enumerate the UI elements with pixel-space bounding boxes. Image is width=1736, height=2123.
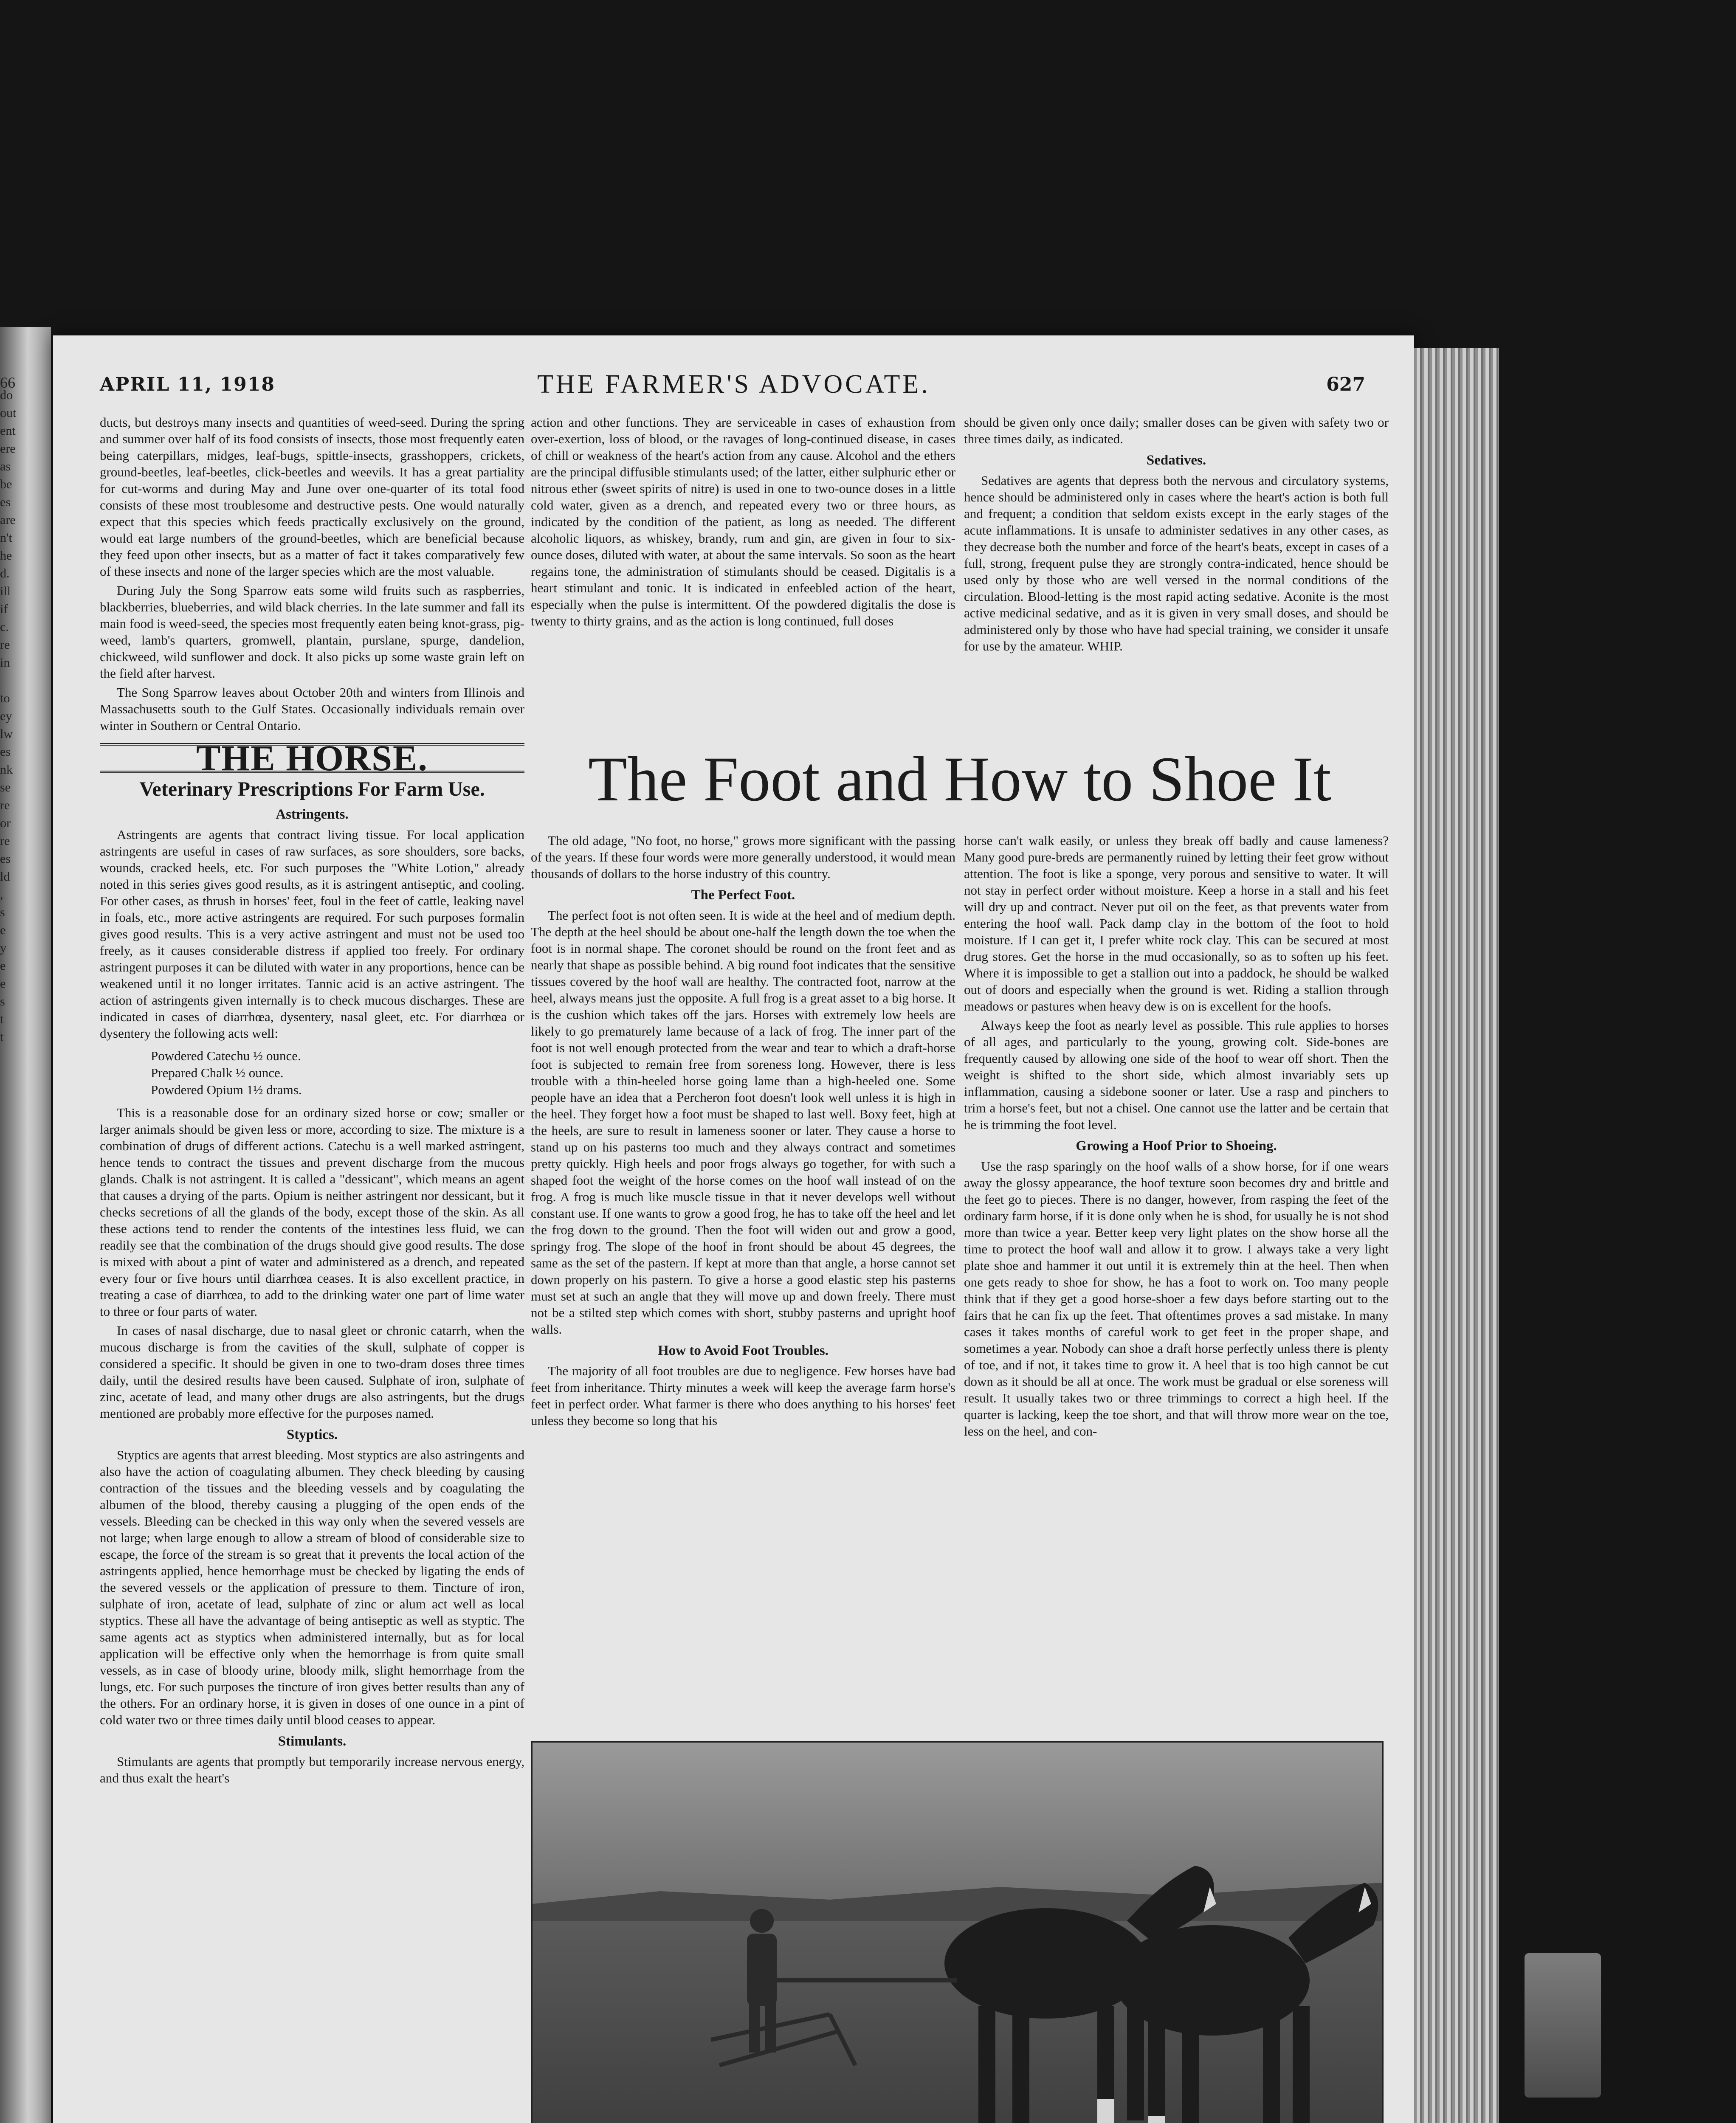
paragraph: Stimulants are agents that promptly but temporarily increase nervous energy, and thus exalt the heart's <box>100 1754 524 1785</box>
paragraph: In cases of nasal discharge, due to nasal gleet or chronic catarrh, when the mucous discharge is from the cavities of the skull, sulphate of copper is considered a specific. It should be given in one to two-dram doses three times daily, until the desired results have been caused. Sulphate of iron, sulphate of zinc, acetate of lead, and many other drugs are also astringents, but the drugs mentioned are probably more effective for the purposes named. <box>100 1323 524 1421</box>
publication-title: THE FARMER'S ADVOCATE. <box>537 370 930 399</box>
column-3-top <box>964 414 1389 657</box>
book-page-edges <box>1414 348 1499 2123</box>
page-number: 627 <box>1326 374 1365 395</box>
previous-page-number: 66 <box>0 374 15 391</box>
paragraph: ducts, but destroys many insects and quantities of weed-seed. During the spring and summer over half of its food consists of insects, those most frequently eaten being caterpillars, midges, leaf-bugs, spittle-insects, grasshoppers, crickets, ground-beetles, leaf-beetles, click-beetles and weevils. It has a great partiality for cut-worms and during May and June over one-quarter of its total food consists of these most troublesome and destructive pests. One would naturally expect that this species which feeds practically exclusively on the ground, would eat large numbers of the ground-beetles, which are beneficial because they feed upon other insects, but as a matter of fact it takes comparatively few of these insects and none of the larger species which are the most valuable. <box>100 415 524 579</box>
paragraph: horse can't walk easily, or unless they break off badly and cause lameness? Many good pure-breds are permanently ruined by letting their feet grow without attention. The foot is like a sponge, very porous and sensitive to water. It will not stay in perfect order without moisture. Keep a horse in a stall and his feet will dry up and contract. Never put oil on the feet, as that prevents water from entering the hoof wall. Pack damp clay in the bottom of the foot to hold moisture. If I can get it, I prefer white rock clay. This can be secured at most drug stores. Get the horse in the mud occasionally, so as to soften up his feet. Where it is impossible to get a stallion out into a paddock, he should be walked out of doors and especially when the ground is wet. Riding a stallion through meadows or pastures when heavy dew is on is excellent for the hoofs. <box>964 833 1389 1014</box>
issue-date: APRIL 11, 1918 <box>100 374 275 395</box>
paragraph: This is a reasonable dose for an ordinary sized horse or cow; smaller or larger animals should be given less or more, according to size. The mixture is a combination of drugs of different actions. Catechu is a well marked astringent, hence tends to contract the tissues and prevent discharge from the mucous glands. Chalk is not astringent. It is called a "dessicant", which means an agent that causes a drying of the parts. Opium is neither astringent nor dessicant, but it checks secretions of all the glands of the body, except those of the skin. As all these actions tend to render the contents of the intestines less fluid, we can readily see that the combination of the drugs should give good results. The dose is mixed with about a pint of water and administered as a drench, and repeated every four or five hours until diarrhœa ceases. It is also excellent practice, in treating a case of diarrhœa, to add to the drinking water one part of lime water to three or four parts of water. <box>100 1105 524 1319</box>
paragraph: Sedatives are agents that depress both the nervous and circulatory systems, hence should be administered only in cases where the heart's action is both full and frequent; a condition that seldom exists except in the early stages of the acute inflammations. It is unsafe to administer sedatives in any other cases, as they decrease both the number and force of the heart's beats, except in cases of a full, strong, frequent pulse they are strongly contra-indicated, hence should be used only by those who are well versed in the normal conditions of the circulation. Blood-letting is the most rapid acting sedative. Aconite is the most active medicinal sedative, and as it is given in very small doses, and should be administered only by those who have had special training, we consider it unsafe for use by the amateur. WHIP. <box>964 473 1389 653</box>
subheading: Stimulants. <box>278 1734 347 1749</box>
paragraph: should be given only once daily; smaller doses can be given with safety two or three times daily, as indicated. <box>964 415 1389 446</box>
binder-clip <box>1525 1953 1601 2098</box>
section-title: THE HORSE. <box>100 743 524 773</box>
paragraph: Astringents are agents that contract living tissue. For local application astringents are useful in cases of raw surfaces, as sore shoulders, sore backs, wounds, cracked heels, etc. For such purposes the "White Lotion," already noted in this series gives good results, as it is astringent antiseptic, and cooling. For other cases, as thrush in horses' feet, foul in the feet of cattle, leaking navel in foals, etc., more active astringents are required. For such purposes formalin gives good results. This is a very active astringent and must not be used too freely, as it causes considerable distress if applied too freely. For ordinary astringent purposes it can be diluted with water in any proportions, hence can be weakened until it no longer irritates. Tannic acid is an active astringent. The action of astringents given internally is to check mucous discharges. These are indicated in cases of diarrhœa, dysentery, nasal gleet, etc. For diarrhœa or dysentery the following acts well: <box>100 827 524 1041</box>
paragraph: Always keep the foot as nearly level as possible. This rule applies to horses of all ages, and particularly to the young, growing colt. Side-bones are frequently caused by allowing one side of the hoof to wear off short. Then the weight is shifted to the short side, which almost invariably sets up inflammation, causing a sidebone sooner or later. Use a rasp and pinchers to trim a horse's feet, but not a chisel. One cannot use the latter and be certain that he is trimming the foot level. <box>964 1018 1389 1132</box>
page-header <box>100 369 1374 403</box>
plowing-scene-image <box>533 1743 1382 2123</box>
paragraph: Use the rasp sparingly on the hoof walls of a show horse, for if one wears away the glossy appearance, the hoof texture soon becomes dry and brittle and the feet go to pieces. There is no danger, however, from rasping the feet of the ordinary farm horse, if it is done only when he is shod, for usually he is not shod more than twice a year. Better keep very light plates on the show horse all the time to protect the hoof wall and allow it to grow. I always take a very light plate shoe and hammer it out until it is extremely thin at the heel. Then when one gets ready to shoe for show, he has a foot to work on. Too many people think that if they get a good horse-shoer a few days before starting out to the fairs that he can fix up the feet. That oftentimes proves a sad mistake. In many cases it takes months of careful work to get feet in the proper shape, and sometimes a year. Nobody can shoe a draft horse perfectly unless there is plenty of toe, and if not, it takes time to grow it. A heel that is too high cannot be cut down as it should be all at once. The work must be gradual or else soreness will result. It usually takes two or three trimmings to correct a high heel. If the quarter is lacking, keep the toe short, and that will throw more wear on the toe, less on the heel, and con- <box>964 1159 1389 1439</box>
paragraph: The Song Sparrow leaves about October 20th and winters from Illinois and Massachusetts south to the Gulf States. Occasionally individuals remain over winter in Southern or Central Ontario. <box>100 685 524 733</box>
paragraph: Styptics are agents that arrest bleeding. Most styptics are also astringents and also have the action of coagulating albumen. They check bleeding by causing contraction of the tissues and the bleeding vessels and by coagulating the albumen of the blood, thereby causing a plugging of the open ends of the vessels. Bleeding can be checked in this way only when the severed vessels are not large; when large enough to allow a stream of blood of considerable size to escape, the force of the stream is so great that it prevents the local action of the astringents applied, hence hemorrhage must be checked by ligating the ends of the severed vessels or the application of pressure to them. Tincture of iron, sulphate of iron, acetate of lead, sulphate of zinc or alum act well as local styptics. These all have the advantage of being antiseptic as well as styptic. The same agents act as styptics when administered internally, but as for local application will be effective only when the hemorrhage is from quite small vessels, as in case of bloody urine, bloody milk, slight hemorrhage from the lungs, etc. For such purposes the tincture of iron gives better results than any of the others. For an ordinary horse, it is given in doses of one ounce in a pint of cold water two or three times daily until blood ceases to appear. <box>100 1447 524 1727</box>
article-title: Veterinary Prescriptions For Farm Use. <box>139 778 485 800</box>
horse-photograph <box>531 1741 1384 2123</box>
subheading: The Perfect Foot. <box>691 887 795 903</box>
paragraph: During July the Song Sparrow eats some wild fruits such as raspberries, blackberries, blueberries, and wild black cherries. In the late summer and fall its main food is weed-seed, the species most frequently eaten being knot-grass, pig-weed, lamb's quarters, gromwell, plantain, purslane, spurge, dandelion, chickweed, wild sunflower and dock. It also picks up some waste grain left on the field after harvest. <box>100 583 524 681</box>
prescription-list <box>151 1047 524 1098</box>
paragraph: The perfect foot is not often seen. It is wide at the heel and of medium depth. The depth at the heel should be about one-half the length down the toe when the foot is in normal shape. The coronet should be round on the front feet and as nearly that shape as possible behind. A big round foot indicates that the sensitive tissues covered by the hoof wall are healthy. The contracted foot, narrow at the heel, always means just the opposite. A full frog is a great asset to a big horse. It is the cushion which takes off the jars. Horses with extremely low heels are likely to go prematurely lame because of a lack of frog. The inner part of the foot is not well enough protected from the wear and tear to which a draft-horse foot is subjected to remain free from soreness long. However, there is less trouble with a thin-heeled horse going lame than a high-heeled one. Some people have an idea that a Percheron foot doesn't look well unless it is high in the heel. They forget how a foot must be shaped to last well. Boxy feet, high at the heels, are sure to result in lameness sooner or later. They cause a horse to stand up on his pasterns too much and they always contract and sometimes pretty quickly. High heels and poor frogs always go together, for with such a shaped foot the weight of the horse comes on the hoof wall instead of on the frog. A frog is much like muscle tissue in that it never develops well without constant use. If one wants to grow a good frog, he has to take off the heel and let the frog down to the ground. Then the foot will widen out and grow a good, springy frog. The slope of the hoof in front should be about 45 degrees, the same as the set of the pastern. If kept at more than that angle, a horse cannot set down properly on his pastern. To give a horse a good elastic step his pasterns must set at such an angle that they will move up and down freely. There must not be a stilted step which comes with short, stubby pasterns and upright hoof walls. <box>531 908 955 1337</box>
subheading: How to Avoid Foot Troubles. <box>658 1343 829 1358</box>
foot-article-column-2 <box>964 832 1389 1442</box>
prescription-item: Powdered Catechu ½ ounce. <box>151 1048 301 1063</box>
prescription-item: Prepared Chalk ½ ounce. <box>151 1065 284 1080</box>
column-2-top <box>531 414 955 632</box>
newspaper-page <box>53 335 1414 2123</box>
subheading: Sedatives. <box>1146 453 1206 468</box>
paragraph: action and other functions. They are serviceable in cases of exhaustion from over-exertion, loss of blood, or the ravages of long-continued disease, in cases of chill or weakness of the heart's action from any cause. Alcohol and the ethers are the principal diffusible stimulants used; of the latter, either sulphuric ether or nitrous ether (sweet spirits of nitre) is used in one to two-ounce doses in a little cold water, given as a drench, and repeated every two or three hours, as indicated by the condition of the patient, as long as needed. The different alcoholic liquors, as whiskey, brandy, rum and gin, are given in four to six-ounce doses, diluted with water, at about the same intervals. So soon as the heart regains tone, the administration of stimulants should be ceased. Digitalis is a heart stimulant and tonic. It is indicated in enfeebled action of the heart, especially when the pulse is intermittent. Of the powdered digitalis the dose is twenty to thirty grains, and as the action is long continued, full doses <box>531 415 955 628</box>
paragraph: The old adage, "No foot, no horse," grows more significant with the passing of the years. If these four words were more generally understood, it would mean thousands of dollars to the horse industry of this country. <box>531 833 955 881</box>
subheading: Styptics. <box>286 1427 338 1442</box>
subheading: Growing a Hoof Prior to Shoeing. <box>1076 1138 1277 1154</box>
subheading: Astringents. <box>276 807 349 822</box>
foot-article-column-1 <box>531 832 955 1431</box>
previous-page-edge <box>0 327 51 2123</box>
previous-page-margin-text: do out ent ere as be es are n't he d. ill if c. re in to ey lw es nk se re or re es ld , s e y e e s t t <box>0 388 17 1044</box>
column-1 <box>100 414 524 1789</box>
prescription-item: Powdered Opium 1½ drams. <box>151 1082 302 1097</box>
paragraph: The majority of all foot troubles are due to negligence. Few horses have bad feet from inheritance. Thirty minutes a week will keep the average farm horse's feet in perfect order. What farmer is there who does anything to his horses' feet unless they become so long that his <box>531 1363 955 1428</box>
feature-headline: The Foot and How to Shoe It <box>588 744 1331 814</box>
